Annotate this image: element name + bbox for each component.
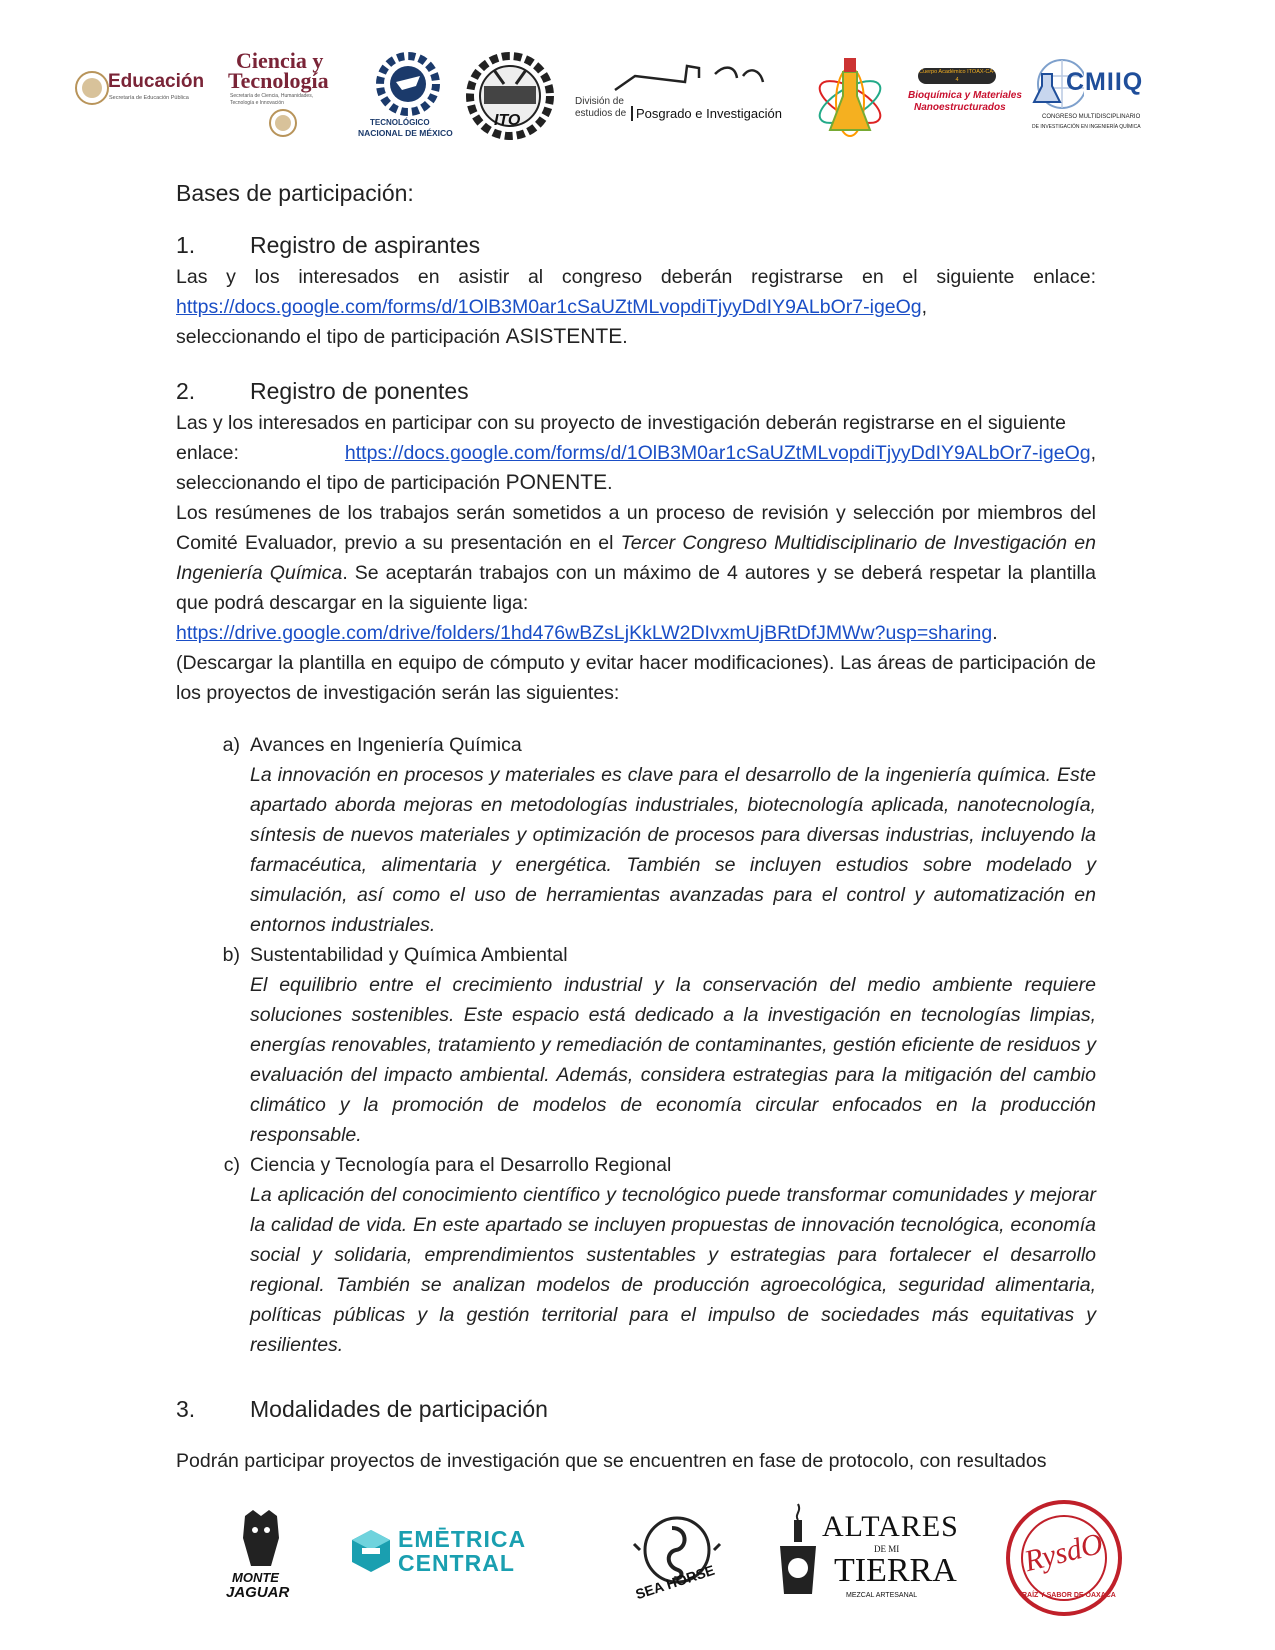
participation-type-line (176, 322, 1096, 352)
educacion-subtitle: Secretaría de Educación Pública (109, 95, 189, 101)
congress-name: Tercer Congreso Multidisciplinario de Investigación en Ingeniería Química (176, 532, 1096, 584)
emetrica-central-logo (350, 1524, 560, 1584)
section-heading (176, 374, 1096, 408)
review-text-2: . Se aceptarán trabajos con un máximo de 4 autores y se deberá respetar la plantilla que podrá descargar en la siguiente liga: (176, 562, 1096, 614)
section-title: Modalidades de participación (250, 1396, 548, 1422)
posgrado-text: Posgrado e Investigación (631, 106, 782, 121)
sea-horse-logo (624, 1514, 734, 1604)
section-registro-ponentes (176, 374, 1096, 1360)
research-areas-list (176, 730, 1096, 1360)
national-seal-icon (268, 108, 298, 138)
review-paragraph (176, 498, 1096, 618)
list-item (176, 940, 1096, 1150)
sea-horse-text: SEA HORSE (633, 1561, 717, 1603)
altares-line1: ALTARES (822, 1510, 959, 1543)
gear-eagle-icon (376, 52, 440, 116)
emetrica-line1: EMĒTRICA (398, 1526, 527, 1552)
template-folder-link[interactable]: https://drive.google.com/drive/folders/1hd476wBZsLjKkLW2DIvxmUjBRtDfJMWw?usp=sharing (176, 622, 993, 644)
area-description: El equilibrio entre el crecimiento industrial y la conservación del medio ambiente requiere soluciones sostenibles. Este espacio está dedicado a la investigación en tecnologías limpias, energías renovables, tratamiento y remediación de contaminantes, gestión eficiente de residuos y evaluación del impacto ambiental. Además, considera estrategias para la mitigación del cambio climático y la promoción de modelos de economía circular enfocados en la producción responsable. (250, 974, 1096, 1146)
cmiiq-sub2: DE INVESTIGACIÓN EN INGENIERÍA QUÍMICA (1032, 124, 1141, 130)
link-suffix: . (992, 622, 998, 644)
section-modalidades (176, 1392, 1096, 1476)
bioquimica-logo (908, 68, 1022, 128)
ciencia-sub1: Secretaría de Ciencia, Humanidades, (230, 93, 314, 99)
chemistry-flask-logo (810, 52, 890, 144)
bioquimica-line2: Nanoestructurados (914, 102, 1006, 113)
enlace-label: enlace: (176, 442, 239, 464)
section-paragraph: Las y los interesados en participar con su proyecto de investigación deberán registrarse en el siguiente (176, 412, 1066, 434)
participation-type-line (176, 468, 1096, 498)
national-seal-icon (74, 70, 110, 106)
ciencia-line1: Ciencia y (236, 48, 324, 73)
link-line (176, 438, 1096, 468)
cmiiq-sub1: CONGRESO MULTIDISCIPLINARIO (1042, 114, 1141, 120)
document-body (176, 178, 1096, 1476)
speaker-form-link[interactable]: https://docs.google.com/forms/d/1OlB3M0ar1cSaUZtMLvopdiTjyyDdIY9ALbOr7-igeOg (344, 442, 1091, 464)
area-description: La aplicación del conocimiento científico y tecnológico puede transformar comunidades y mejorar la calidad de vida. En este apartado se incluyen propuestas de innovación tecnológica, economía social y solidaria, emprendimientos sustentables y estrategias para fortalecer el desarrollo regional. También se analizan modelos de producción agroecológica, seguridad alimentaria, políticas públicas y la gestión territorial para el impulso de sociedades más equitativas y resilientes. (250, 1184, 1096, 1356)
tecnm-line2: NACIONAL DE MÉXICO (358, 128, 453, 138)
section-title: Registro de aspirantes (250, 232, 481, 258)
ciencia-tecnologia-logo (228, 48, 348, 143)
tecnm-line1: TECNOLÓGICO (370, 118, 430, 127)
area-title: Sustentabilidad y Química Ambiental (250, 944, 568, 966)
footer-sponsor-bar (0, 1500, 1275, 1630)
area-letter: c) (223, 1154, 240, 1176)
section-registro-aspirantes (176, 228, 1096, 352)
mezcal-candle-icon (776, 1502, 820, 1602)
review-text-1: Los resúmenes de los trabajos serán sometidos a un proceso de revisión y selección por miembros del Comité Evaluador, previo a su presentación en el (176, 502, 1096, 554)
cmiiq-name: CMIIQ (1066, 68, 1144, 96)
area-letter: a) (222, 734, 240, 756)
altares-line2: DE MI (874, 1544, 900, 1554)
section-number: 1. (176, 232, 196, 258)
period: . (622, 326, 628, 348)
monte-jaguar-line1: MONTE (232, 1570, 279, 1585)
posgrado-logo (575, 56, 782, 136)
ito-text: ITO (494, 112, 521, 129)
template-note: (Descargar la plantilla en equipo de cómputo y evitar hacer modificaciones). Las áreas de participación de los proyectos de investigación serán las siguientes: (176, 652, 1096, 704)
monte-jaguar-line2: JAGUAR (226, 1584, 290, 1601)
link-suffix: , (921, 296, 928, 318)
altares-de-mi-tierra-logo (776, 1500, 959, 1608)
ciencia-sub2: Tecnología e Innovación (230, 100, 284, 106)
participation-type-asistente: ASISTENTE (505, 325, 623, 348)
link-suffix: , (1090, 442, 1096, 464)
flask-atom-icon (810, 52, 890, 144)
list-item (176, 1150, 1096, 1360)
area-letter: b) (222, 944, 240, 966)
participation-type-text: seleccionando el tipo de participación (176, 472, 506, 494)
section-heading (176, 228, 1096, 262)
educacion-title: Educación (108, 71, 205, 92)
bioquimica-badge: Cuerpo Académico ITOAX-CA-4 (919, 69, 995, 83)
participation-type-ponente: PONENTE (505, 471, 608, 494)
section-number: 3. (176, 1396, 196, 1422)
monte-jaguar-logo (226, 1508, 296, 1608)
link-line (176, 292, 1096, 322)
cmiiq-logo (1028, 56, 1166, 144)
emetrica-line2: CENTRAL (398, 1550, 515, 1576)
template-link-line (176, 618, 1096, 648)
section-paragraph: Podrán participar proyectos de investigación que se encuentren en fase de protocolo, con resultados (176, 1450, 1047, 1472)
registration-form-link[interactable]: https://docs.google.com/forms/d/1OlB3M0ar1cSaUZtMLvopdiTjyyDdIY9ALbOr7-igeOg (176, 296, 922, 318)
header-logo-bar (70, 48, 1200, 148)
altares-line3: TIERRA (834, 1552, 957, 1589)
rysdo-name: RysdO (1021, 1526, 1107, 1579)
tecnm-logo (358, 52, 458, 144)
posgrado-line1: División de (575, 96, 624, 107)
list-item (176, 730, 1096, 940)
posgrado-line2: estudios de (575, 108, 627, 119)
cube-icon (350, 1528, 392, 1574)
ito-logo (464, 50, 560, 144)
altares-sub: MEZCAL ARTESANAL (846, 1592, 918, 1599)
educacion-logo (74, 70, 214, 110)
page-title: Bases de participación: (176, 180, 414, 206)
section-number: 2. (176, 378, 196, 404)
rysdo-logo (1004, 1500, 1124, 1620)
area-title: Avances en Ingeniería Química (250, 734, 522, 756)
section-heading (176, 1392, 1096, 1426)
period: . (607, 472, 613, 494)
area-title: Ciencia y Tecnología para el Desarrollo Regional (250, 1154, 672, 1176)
jaguar-icon (231, 1508, 291, 1570)
posgrado-line-art-icon (575, 56, 765, 96)
bioquimica-line1: Bioquímica y Materiales (908, 90, 1022, 101)
section-paragraph: Las y los interesados en asistir al congreso deberán registrarse en el siguiente enlace: (176, 266, 1096, 288)
area-description: La innovación en procesos y materiales es clave para el desarrollo de la ingeniería química. Este apartado aborda mejoras en metodologías industriales, biotecnología aplicada, nanotecnología, síntesis de nuevos materiales y optimización de procesos para diversas industrias, incluyendo la farmacéutica, alimentaria y energética. También se incluyen estudios sobre modelado y simulación, así como el uso de herramientas avanzadas para el control y automatización en entornos industriales. (250, 764, 1096, 936)
section-title: Registro de ponentes (250, 378, 469, 404)
participation-type-text: seleccionando el tipo de participación (176, 326, 506, 348)
rysdo-sub: RAÍZ Y SABOR DE OAXACA (1022, 1592, 1116, 1599)
ciencia-line2: Tecnología (228, 68, 329, 93)
